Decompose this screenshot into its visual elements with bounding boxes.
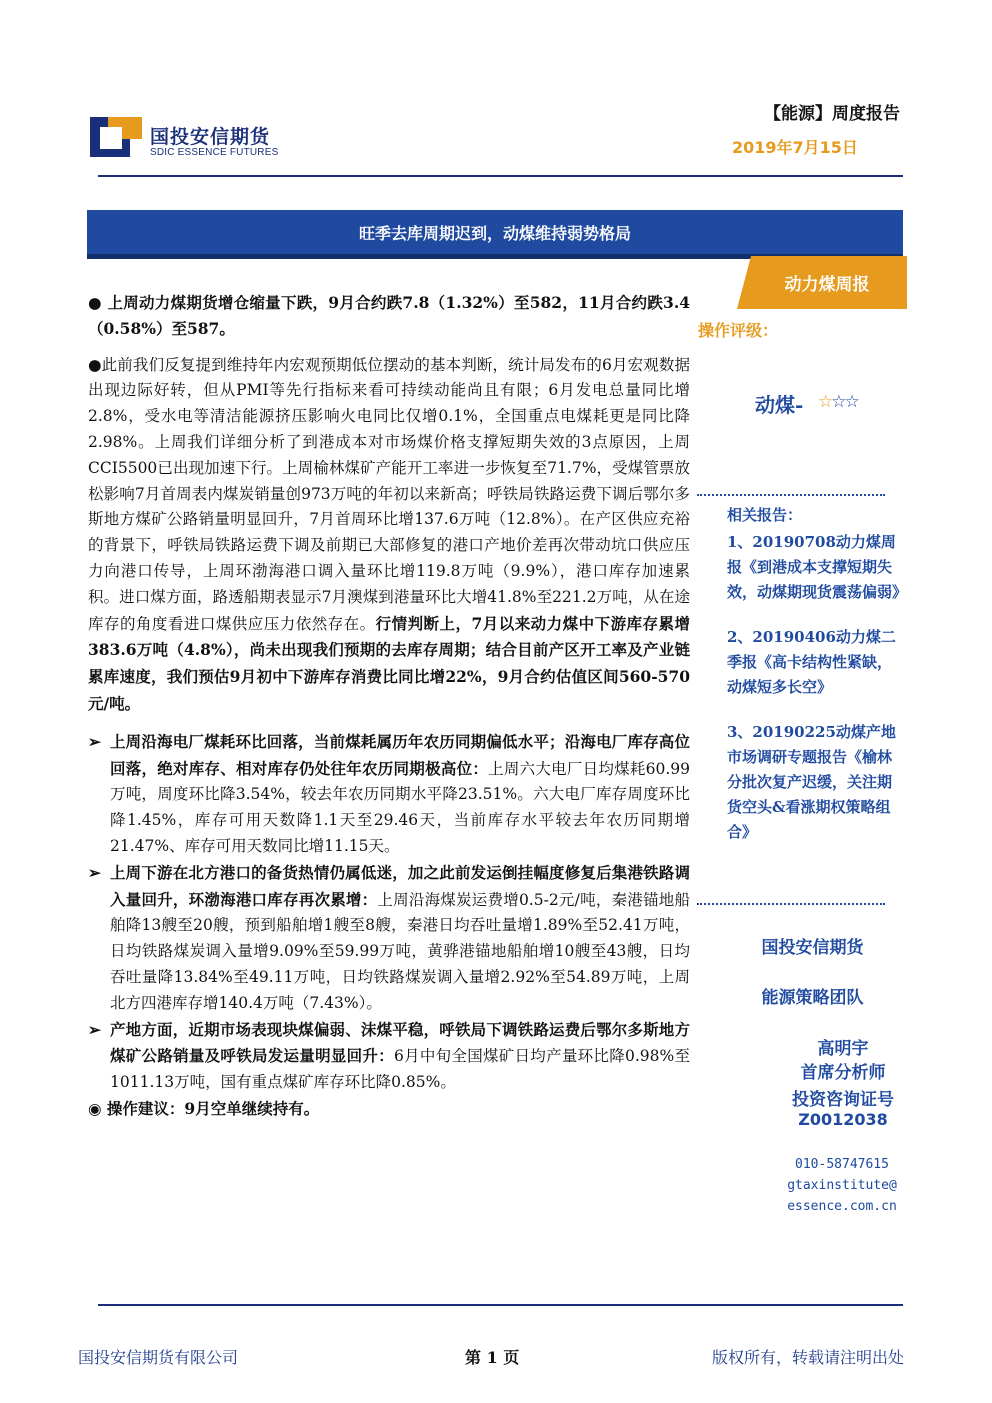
report-type: 【能源】周度报告 — [764, 104, 900, 124]
star-empty-icon: ☆ — [844, 392, 858, 412]
analysis-judgement: 行情判断上，7月以来动力煤中下游库存累增383.6万吨（4.8%），尚未出现我们预期的去库存周期；结合目前产区开工率及产业链累库速度，我们预估9月初中下游库存消费比同比增22%，9月合约估值区间560-570元/吨。 — [88, 613, 690, 713]
team-name: 能源策略团队 — [761, 988, 864, 1008]
sidebar-divider — [697, 494, 885, 496]
star-empty-icon: ☆ — [831, 392, 845, 412]
related-report-link[interactable]: 3、20190225动煤产地市场调研专题报告《榆林分批次复产迟缓，关注期货空头&看涨期权策略组合》 — [727, 723, 896, 841]
cert-label: 投资咨询证号 — [792, 1090, 894, 1110]
point-text: 6月中旬全国煤矿日均产量环比降0.98%至1011.13万吨，国有重点煤矿库存环比降0.85%。 — [110, 1047, 690, 1092]
point-text: 上周沿海煤炭运费增0.5-2元/吨，秦港锚地船舶降13艘至20艘，预到船舶增1艘至8艘，秦港日均吞吐量增1.89%至52.41万吨，日均铁路煤炭调入量增9.09%至59.99万吨，黄骅港锚地船舶增10艘至43艘，日均吞吐量降13.84%至49.11万吨，日均铁路煤炭调入量增2.92%至54.89万吨，上周北方四港库存增140.4万吨（7.43%）。 — [110, 890, 690, 1012]
related-report-link[interactable]: 1、20190708动力煤周报《到港成本支撑短期失效，动煤期现货震荡偏弱》 — [727, 533, 908, 601]
analyst-role: 首席分析师 — [800, 1063, 886, 1083]
rating-label: 操作评级： — [698, 321, 779, 340]
analysis-text: ●此前我们反复提到维持年内宏观预期低位摆动的基本判断，统计局发布的6月宏观数据出现边际好转，但从PMI等先行指标来看可持续动能尚且有限；6月发电总量同比增2.8%，受水电等清洁能源挤压影响火电同比仅增0.1%，全国重点电煤耗更是同比降2.98%。上周我们详细分析了到港成本对市场煤价格支撑短期失效的3点原因，上周CCI5500已出现加速下行。上周榆林煤矿产能开工率进一步恢复至71.7%，受煤管票放松影响7月首周表内煤炭销量创973万吨的年初以来新高；呼铁局铁路运费下调后鄂尔多斯地方煤矿公路销量明显回升，7月首周环比增137.6万吨（12.8%）。在产区供应充裕的背景下，呼铁局铁路运费下调及前期已大部修复的港口产地价差再次带动坑口供应压力向港口传导，上周环渤海港口调入量环比增119.8万吨（9.9%），港口库存加速累积。进口煤方面，路透船期表显示7月澳煤到港量环比大增41.8%至221.2万吨，从在途库存的角度看进口煤供应压力依然存在。 — [88, 355, 690, 633]
sidebar-divider — [697, 903, 885, 905]
related-heading: 相关报告： — [727, 506, 803, 524]
rating-stars — [818, 392, 858, 412]
point-power-plants — [88, 729, 690, 860]
header-rule — [98, 175, 903, 177]
contact-email[interactable]: gtaxinstitute@ — [787, 1178, 897, 1193]
logo-chinese: 国投安信期货 — [150, 126, 271, 148]
point-ports — [88, 860, 690, 1017]
footer-rule — [98, 1304, 903, 1306]
page-title: 旺季去库周期迟到，动煤维持弱势格局 — [87, 210, 903, 258]
page-number: 第 1 页 — [465, 1348, 520, 1367]
arrow-bullet-icon: ➢ — [88, 731, 101, 751]
star-filled-icon: ☆ — [818, 392, 832, 412]
analysis-paragraph — [88, 353, 690, 718]
contact-email[interactable]: essence.com.cn — [787, 1199, 897, 1214]
footer-copyright: 版权所有，转载请注明出处 — [712, 1348, 905, 1367]
report-date: 2019年7月15日 — [732, 138, 858, 157]
cert-number: Z0012038 — [798, 1110, 888, 1129]
point-text: 上周六大电厂日均煤耗60.99万吨，周度环比降3.54%，较去年农历同期水平降23.51%。六大电厂库存周度环比降1.45%，库存可用天数降1.1天至29.46天，当前库存水平较去年农历同期增21.47%、库存可用天数同比增11.15天。 — [110, 759, 691, 855]
report-body — [88, 290, 690, 1122]
contact-phone: 010-58747615 — [795, 1157, 889, 1172]
related-report-link[interactable]: 2、20190406动力煤二季报《高卡结构性紧缺，动煤短多长空》 — [727, 628, 896, 696]
point-production — [88, 1017, 690, 1096]
footer-company: 国投安信期货有限公司 — [78, 1348, 239, 1367]
logo-icon — [90, 117, 142, 159]
point-heading: 产地方面，近期市场表现块煤偏弱、沫煤平稳，呼铁局下调铁路运费后鄂尔多斯地方煤矿公路销量及呼铁局发运量明显回升： — [110, 1019, 690, 1066]
related-reports — [727, 503, 908, 845]
analyst-name: 高明宇 — [817, 1039, 869, 1059]
point-heading: 上周沿海电厂煤耗环比回落，当前煤耗属历年农历同期偏低水平；沿海电厂库存高位回落，绝对库存、相对库存仍处往年农历同期极高位： — [110, 731, 690, 778]
operation-advice: ◉ 操作建议：9月空单继续持有。 — [88, 1098, 320, 1118]
company-name: 国投安信期货 — [761, 938, 864, 958]
summary-paragraph: ● 上周动力煤期货增仓缩量下跌，9月合约跌7.8（1.32%）至582，11月合约跌3.4（0.58%）至587。 — [88, 293, 690, 338]
report-tag: 动力煤周报 — [784, 275, 870, 295]
point-heading: 上周下游在北方港口的备货热情仍属低迷，加之此前发运倒挂幅度修复后集港铁路调入量回升，环渤海港口库存再次累增： — [110, 862, 690, 909]
arrow-bullet-icon: ➢ — [88, 862, 101, 882]
rating-value: 动煤- — [755, 393, 804, 417]
logo-english: SDIC ESSENCE FUTURES — [150, 147, 279, 158]
arrow-bullet-icon: ➢ — [88, 1019, 101, 1039]
